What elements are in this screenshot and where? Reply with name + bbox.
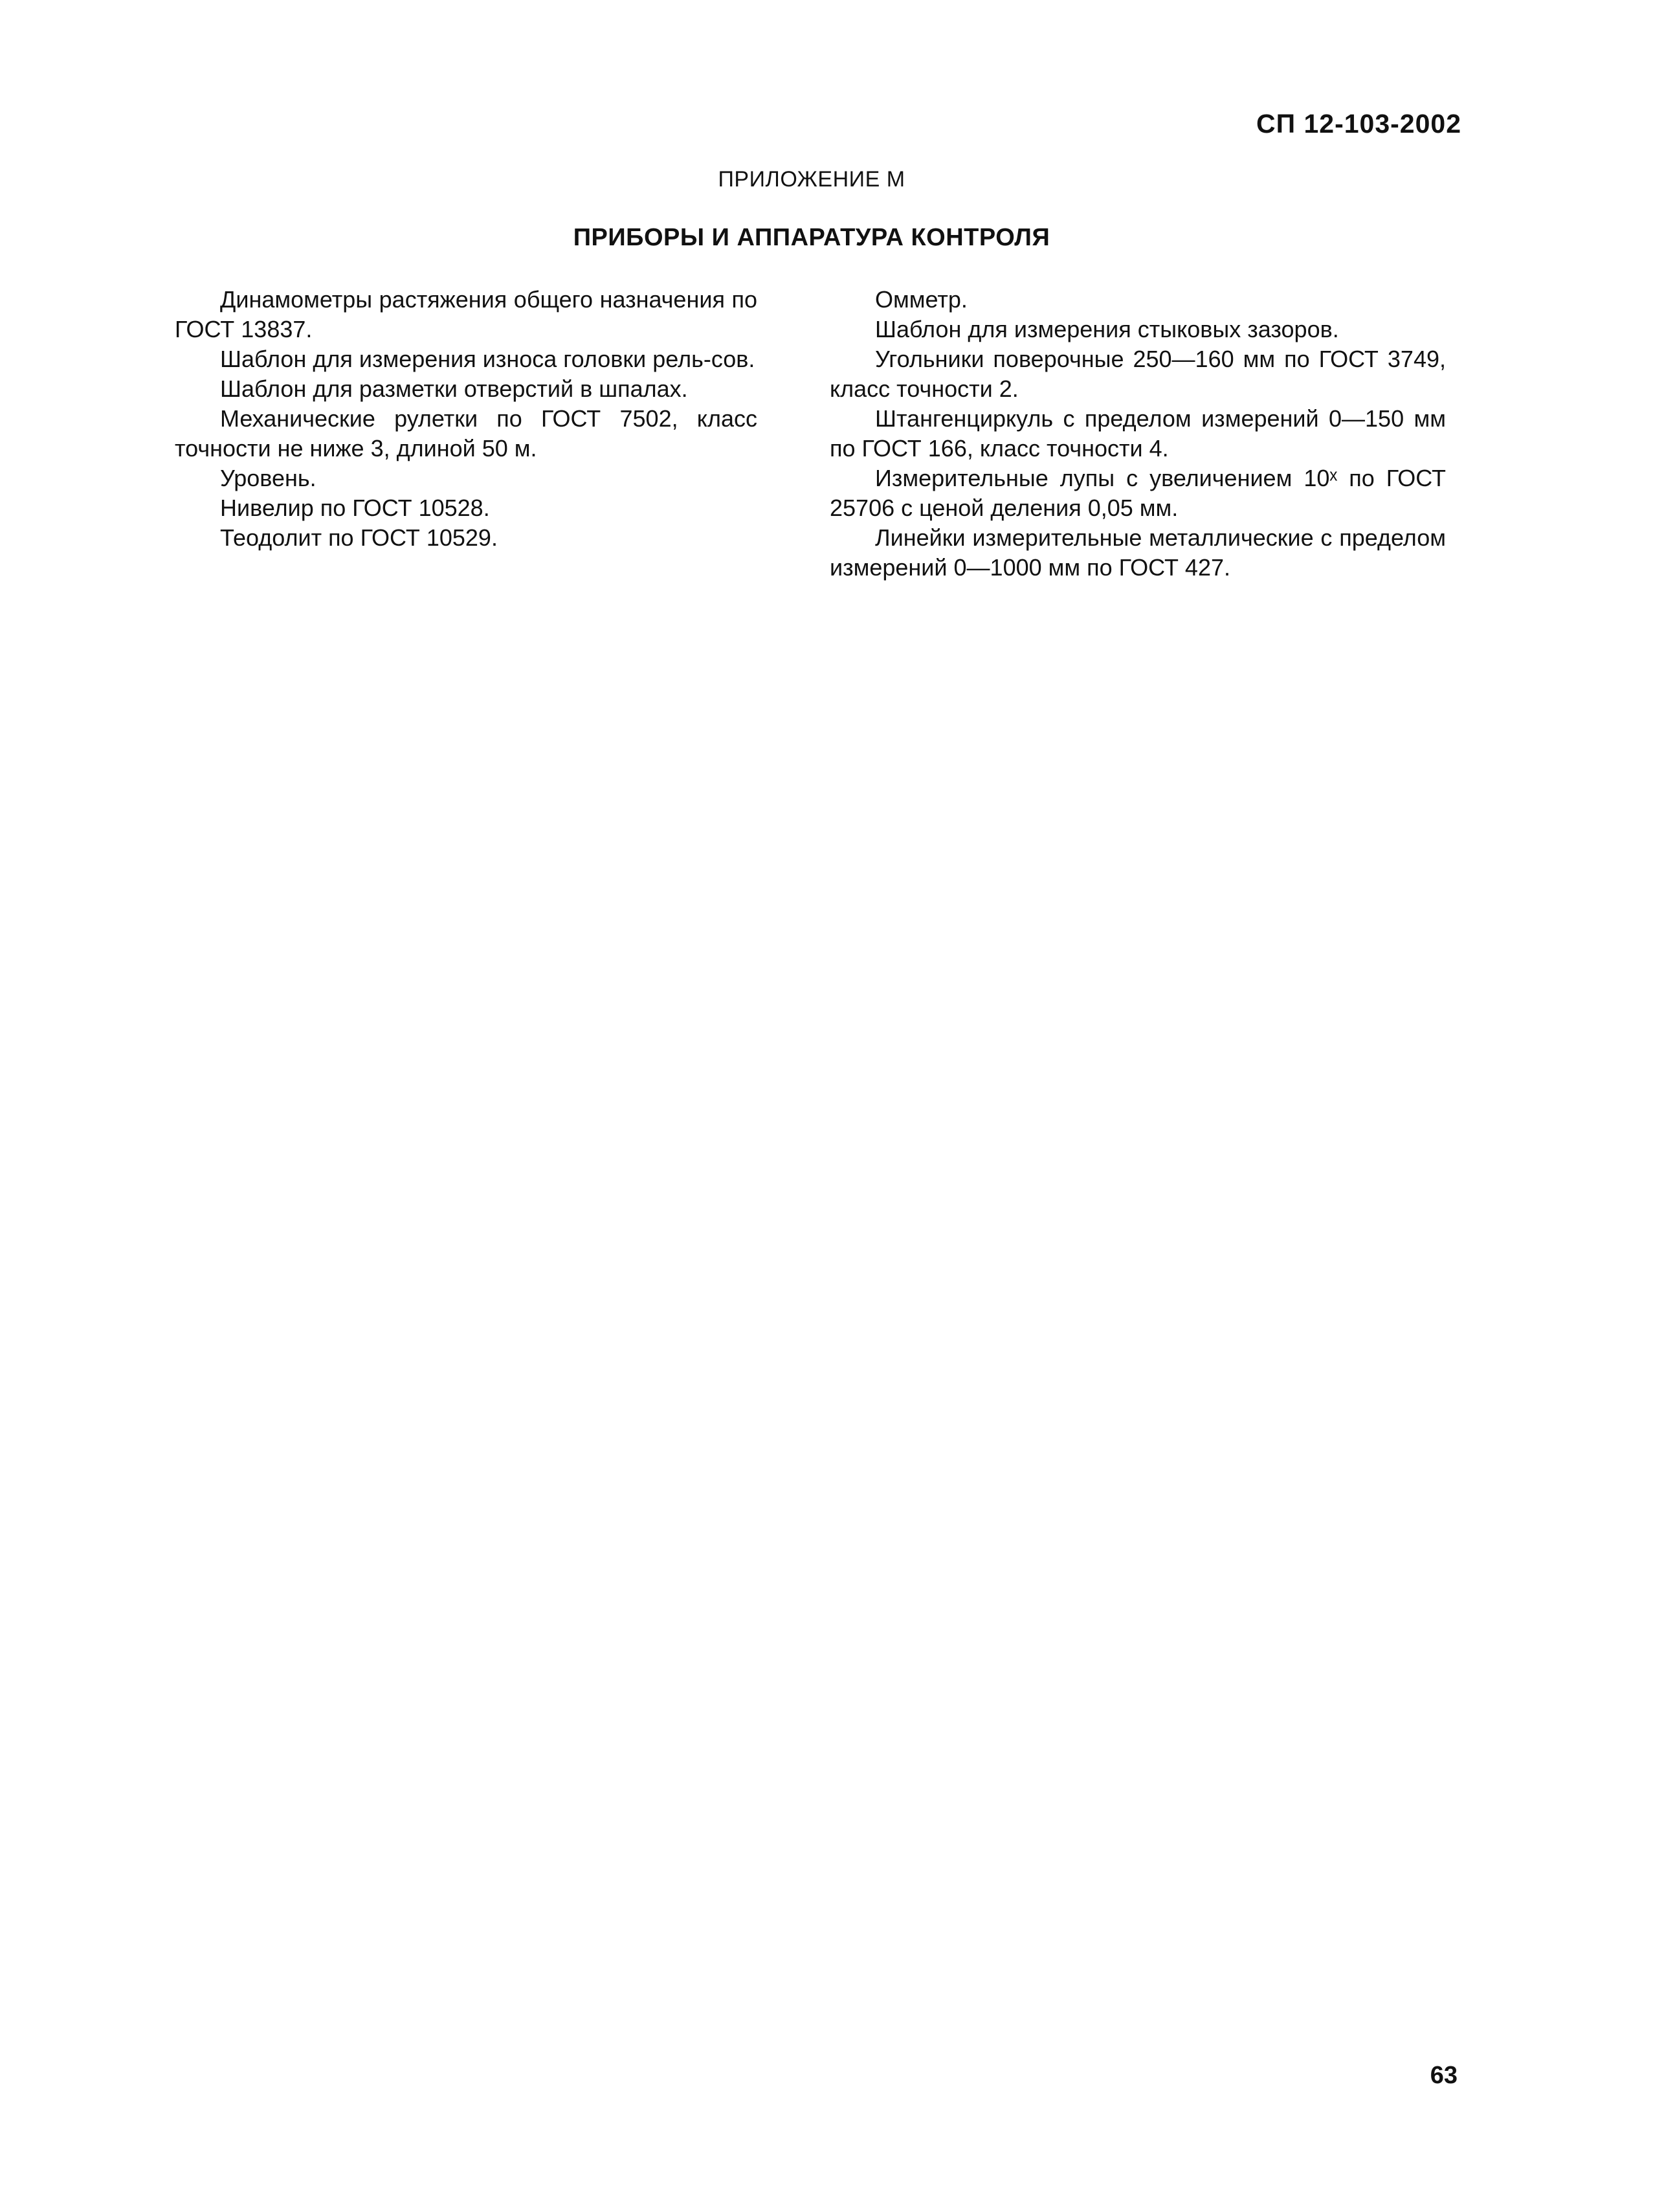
list-item: Теодолит по ГОСТ 10529. bbox=[220, 524, 498, 551]
list-item: Механические рулетки по ГОСТ 7502, класс точности не ниже 3, длиной 50 м. bbox=[175, 405, 757, 462]
list-item: Омметр. bbox=[875, 286, 968, 313]
list-item: Нивелир по ГОСТ 10528. bbox=[220, 495, 490, 521]
list-item: Измерительные лупы с увеличением 10ˣ по ГОСТ 25706 с ценой деления 0,05 мм. bbox=[830, 465, 1446, 521]
right-column bbox=[830, 285, 1446, 583]
section-title: ПРИБОРЫ И АППАРАТУРА КОНТРОЛЯ bbox=[573, 224, 1050, 251]
left-column bbox=[175, 285, 757, 553]
list-item: Динамометры растяжения общего назначения по ГОСТ 13837. bbox=[175, 286, 757, 342]
list-item: Шаблон для измерения износа головки рель-сов. bbox=[220, 346, 755, 372]
list-item: Линейки измерительные металлические с пределом измерений 0—1000 мм по ГОСТ 427. bbox=[830, 524, 1446, 581]
list-item: Шаблон для разметки отверстий в шпалах. bbox=[220, 375, 688, 402]
appendix-label: ПРИЛОЖЕНИЕ М bbox=[718, 167, 905, 192]
list-item: Шаблон для измерения стыковых зазоров. bbox=[875, 316, 1339, 342]
list-item: Уровень. bbox=[220, 465, 316, 491]
list-item: Угольники поверочные 250—160 мм по ГОСТ 3749, класс точности 2. bbox=[830, 346, 1446, 402]
page-number: 63 bbox=[1430, 2062, 1458, 2089]
document-code: СП 12-103-2002 bbox=[1256, 109, 1461, 139]
list-item: Штангенциркуль с пределом измерений 0—150 мм по ГОСТ 166, класс точности 4. bbox=[830, 405, 1446, 462]
